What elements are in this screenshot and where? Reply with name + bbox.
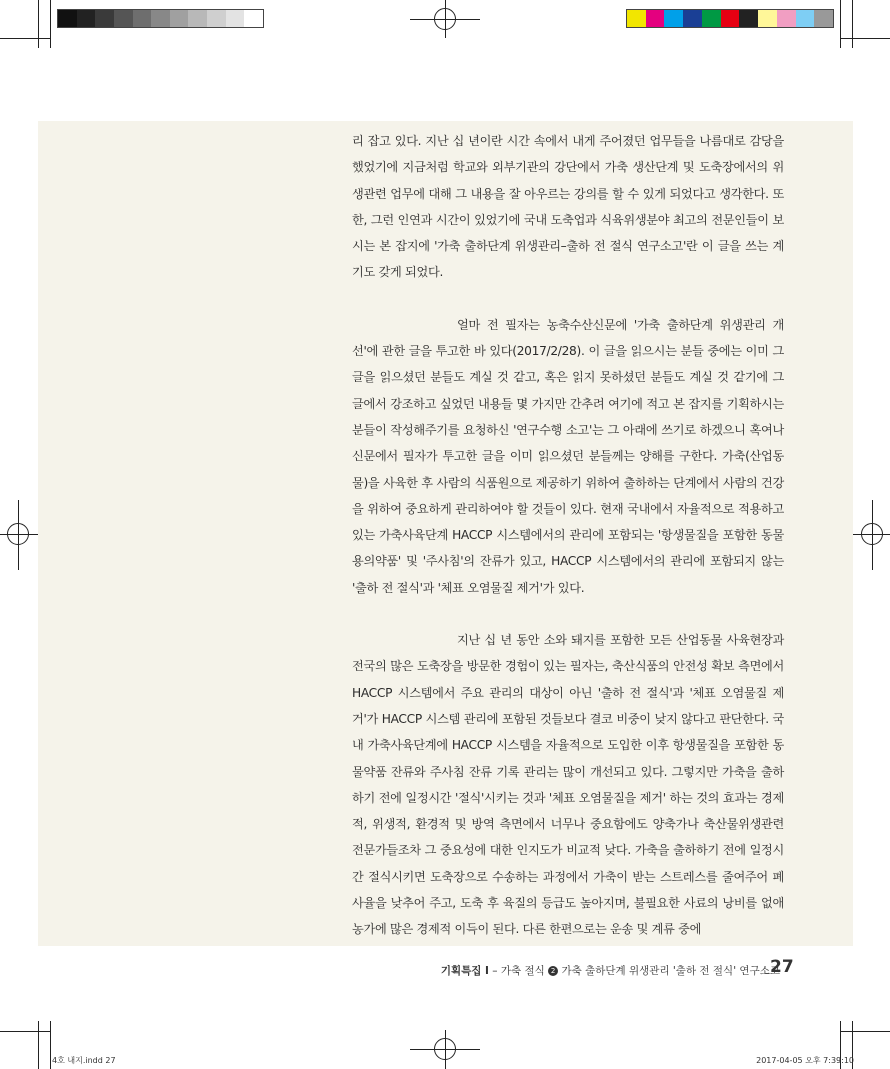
gray-swatch [244, 10, 263, 27]
gray-swatch [188, 10, 207, 27]
gray-swatch [114, 10, 133, 27]
color-swatch [646, 10, 665, 27]
color-swatch [702, 10, 721, 27]
crop-mark [50, 1021, 51, 1069]
color-swatch [739, 10, 758, 27]
article-body [352, 128, 784, 943]
color-swatch [796, 10, 815, 27]
gray-swatch [95, 10, 114, 27]
crop-mark [38, 1021, 39, 1069]
crop-mark [840, 1031, 890, 1032]
running-footer [441, 963, 780, 978]
crop-mark [840, 0, 841, 48]
footer-dash: – 가축 절식 [488, 965, 549, 977]
color-swatch [664, 10, 683, 27]
color-swatch [627, 10, 646, 27]
footer-circle-number: 2 [548, 966, 558, 976]
crop-mark [50, 0, 51, 48]
page-number: 27 [770, 957, 794, 977]
gray-swatch [77, 10, 96, 27]
slug-timestamp: 2017-04-05 오후 7:39:10 [756, 1056, 854, 1065]
gray-swatch [58, 10, 77, 27]
gray-swatch [133, 10, 152, 27]
footer-title: 가축 출하단계 위생관리 '출하 전 절식' 연구소고 [558, 965, 780, 977]
grayscale-bar [57, 9, 264, 28]
gray-swatch [226, 10, 245, 27]
color-swatch [721, 10, 740, 27]
footer-section: 기획특집 Ⅰ [440, 965, 489, 977]
color-bar [626, 9, 834, 28]
color-swatch [814, 10, 833, 27]
crop-mark [38, 0, 39, 48]
crop-mark [0, 1031, 50, 1032]
slug-filename: 4호 내지.indd 27 [52, 1056, 116, 1065]
crop-mark [840, 38, 890, 39]
paragraph-3: 지난 십 년 동안 소와 돼지를 포함한 모든 산업동물 사육현장과 전국의 많은 도축장을 방문한 경험이 있는 필자는, 축산식품의 안전성 확보 측면에서 HACCP 시스템에서 주요 관리의 대상이 아닌 '출하 전 절식'과 '체표 오염물질 제거'가 HACCP 시스템 관리에 포함된 것들보다 결코 비중이 낮지 않다고 판단한다. 국내 가축사육단계에 HACCP 시스템을 자율적으로 도입한 이후 항생물질을 포함한 동물약품 잔류와 주사침 잔류 기록 관리는 많이 개선되고 있다. 그렇지만 가축을 출하하기 전에 일정시간 '절식'시키는 것과 '체표 오염물질을 제거' 하는 것의 효과는 경제적, 위생적, 환경적 및 방역 측면에서 너무나 중요함에도 양축가나 축산물위생관련 전문가들조차 그 중요성에 대한 인지도가 비교적 낮다. 가축을 출하하기 전에 일정시간 절식시키면 도축장으로 수송하는 과정에서 가축이 받는 스트레스를 줄여주어 폐사율을 낮추어 주고, 도축 후 육질의 등급도 높아지며, 불필요한 사료의 낭비를 없애 농가에 많은 경제적 이득이 된다. 다른 한편으로는 운송 및 계류 중에 [352, 633, 784, 937]
color-swatch [683, 10, 702, 27]
gray-swatch [151, 10, 170, 27]
paragraph-2: 얼마 전 필자는 농축수산신문에 '가축 출하단계 위생관리 개선'에 관한 글을 투고한 바 있다(2017/2/28). 이 글을 읽으시는 분들 중에는 이미 그 글을 읽으셨던 분들도 계실 것 같고, 혹은 읽지 못하셨던 분들도 계실 것 같기에 그 글에서 강조하고 싶었던 내용들 몇 가지만 간추려 여기에 적고 본 잡지를 기획하시는 분들이 작성해주기를 요청하신 '연구수행 소고'는 그 아래에 쓰기로 하겠으니 혹여나 신문에서 필자가 투고한 글을 이미 읽으셨던 분들께는 양해를 구한다. 가축(산업동물)을 사육한 후 사람의 식품원으로 제공하기 위하여 출하하는 단계에서 사람의 건강을 위하여 중요하게 관리하여야 할 것들이 있다. 현재 국내에서 자율적으로 적용하고 있는 가축사육단계 HACCP 시스템에서의 관리에 포함되는 '항생물질을 포함한 동물용의약품' 및 '주사침'의 잔류가 있고, HACCP 시스템에서의 관리에 포함되지 않는 '출하 전 절식'과 '체표 오염물질 제거'가 있다. [352, 317, 784, 595]
crop-mark [852, 0, 853, 48]
gray-swatch [170, 10, 189, 27]
color-swatch [758, 10, 777, 27]
gray-swatch [207, 10, 226, 27]
crop-mark [0, 38, 50, 39]
paragraph-1: 리 잡고 있다. 지난 십 년이란 시간 속에서 내게 주어졌던 업무들을 나름대로 감당을 했었기에 지금처럼 학교와 외부기관의 강단에서 가축 생산단계 및 도축장에서의 위생관련 업무에 대해 그 내용을 잘 아우르는 강의를 할 수 있게 되었다고 생각한다. 또한, 그런 인연과 시간이 있었기에 국내 도축업과 식육위생분야 최고의 전문인들이 보시는 본 잡지에 '가축 출하단계 위생관리–출하 전 절식 연구소고'란 이 글을 쓰는 계기도 갖게 되었다. [352, 134, 784, 280]
color-swatch [777, 10, 796, 27]
